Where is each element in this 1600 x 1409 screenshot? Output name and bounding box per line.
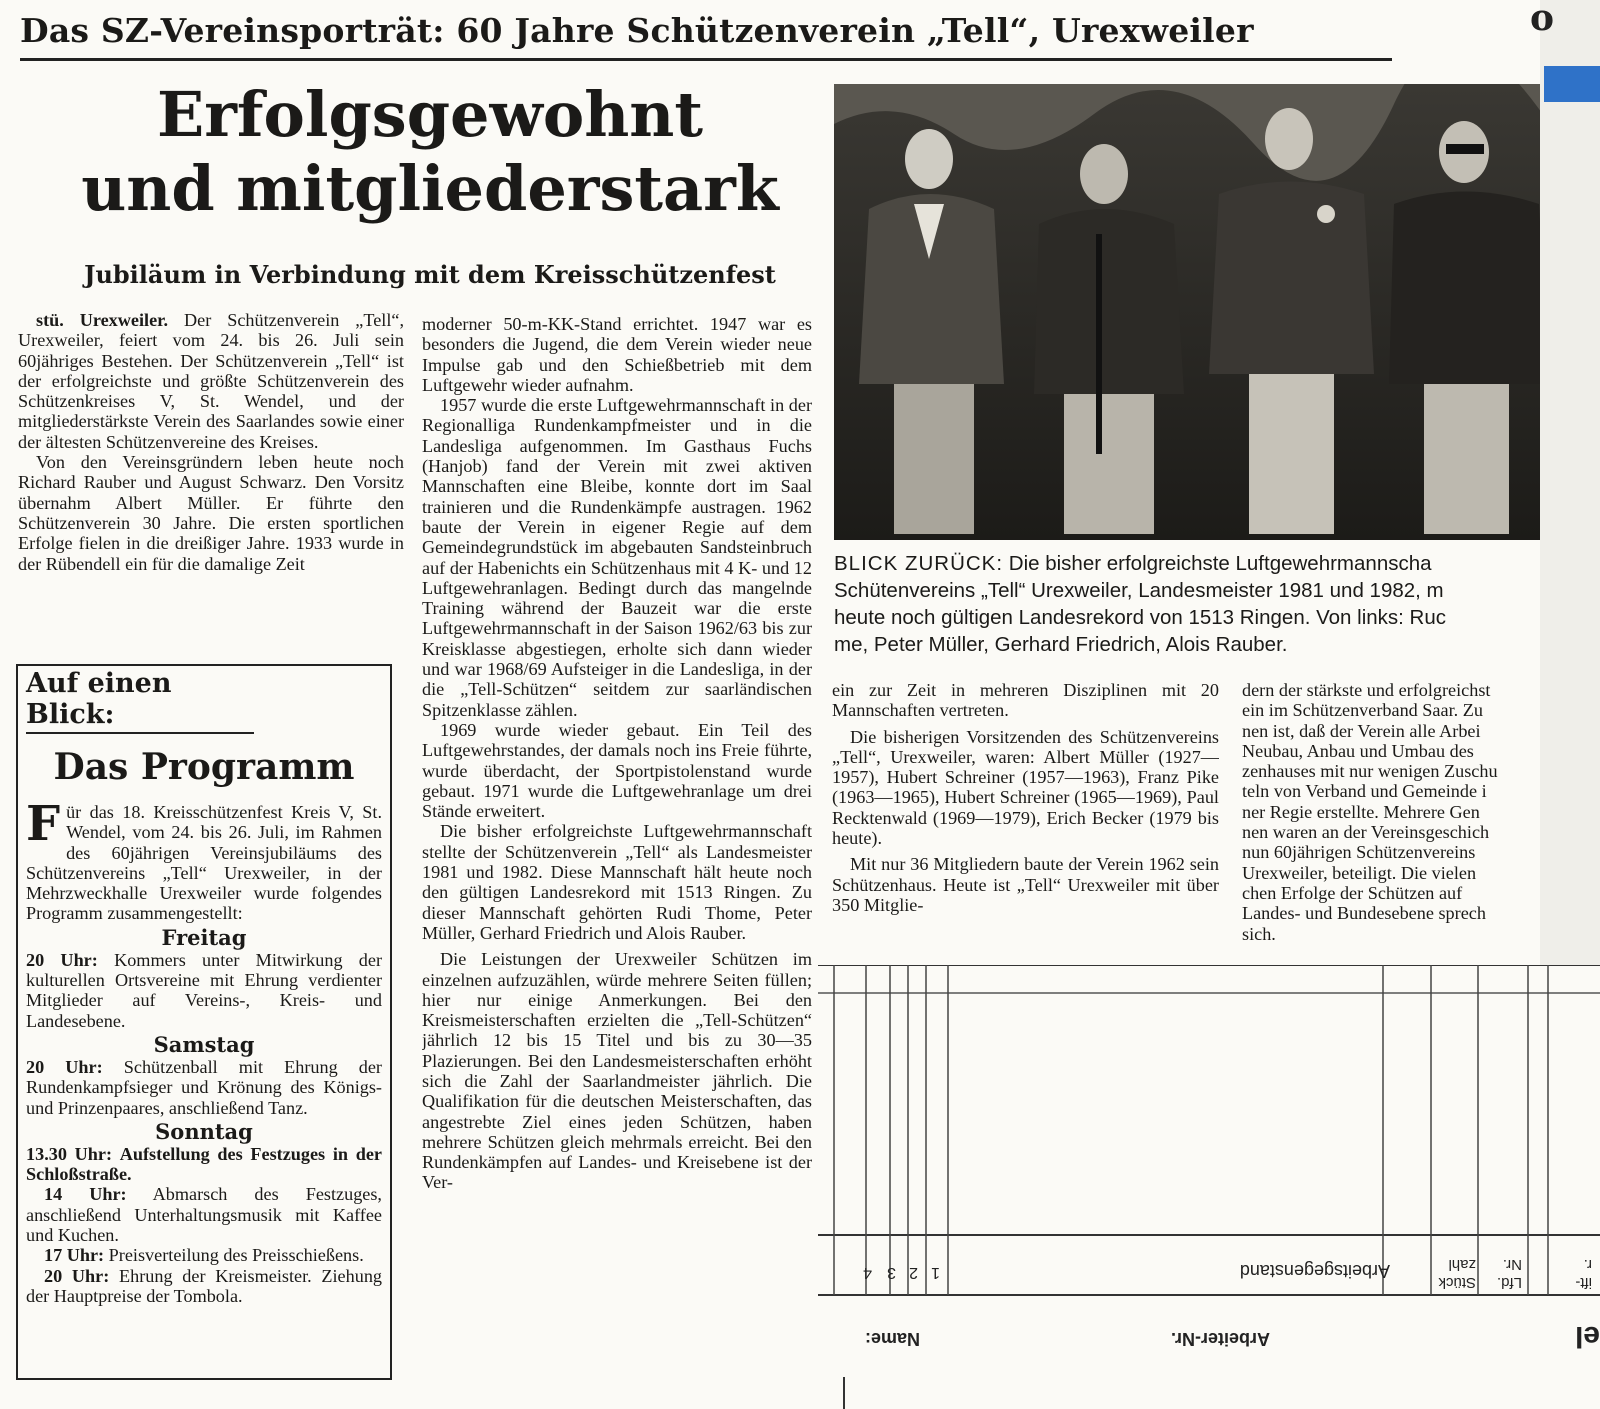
program-box: [16, 664, 392, 1380]
paragraph: 1957 wurde die erste Luftgewehrmannschaft in der Regionalliga Rundenkampfmeister und in die Landesliga aufgenommen. Im Gasthaus Fuchs (Hanjob) fand der Verein mit zwei aktiven Mannschaften eine Bleibe, konnte dort im Saal trainieren und die Rundenkämpfe austragen. 1962 baute der Verein in eigener Regie auf dem Gemeindegrundstück im abgebauten Sandsteinbruch auf der Habenichts ein Schützenhaus mit 4 K- und 12 Luftgewehranlagen. Bedingt durch das mangelnde Training während der Bauzeit war die erste Luftgewehrmannschaft in der Saison 1962/63 bis zur Kreisklasse abgestiegen, erholte sich dann wieder und war 1968/69 Aufsteiger in die Landesliga, in der die „Tell-Schützen“ seitdem zur saarländischen Spitzenklasse zählen.: [422, 395, 812, 720]
program-text: Kommers unter Mitwirkung der kulturellen Ortsvereine mit Ehrung verdienter Mitglieder auf Vereins-, Kreis- und Landesebene.: [26, 949, 383, 1031]
article-column-1: [18, 310, 404, 640]
text-line: Landes- und Bundesebene sprech: [1242, 903, 1486, 924]
paragraph: Mit nur 36 Mitgliedern baute der Verein 1962 sein Schützenhaus. Heute ist „Tell“ Urexweiler mit über 350 Mitglie-: [832, 854, 1219, 915]
qty-label-line-2: zahl: [1448, 1256, 1476, 1273]
form-number: 4: [863, 1264, 872, 1281]
text-line: nun 60jährigen Schützenvereins: [1242, 842, 1476, 863]
text-line: nen ist, daß der Verein alle Arbei: [1242, 720, 1481, 741]
box-intro: [26, 796, 382, 924]
top-fragment: o: [1530, 0, 1555, 39]
article-column-4: [1242, 680, 1572, 950]
program-entry: [26, 1144, 382, 1185]
team-photo: [834, 84, 1556, 540]
program-time: 20 Uhr:: [26, 1056, 103, 1077]
article-column-3: [832, 680, 1219, 950]
headline: [30, 78, 830, 226]
name-label: Name:: [864, 1329, 920, 1349]
form-numbers: [818, 1249, 948, 1287]
program-entry: [26, 1245, 382, 1265]
headline-line-2: und mitgliederstark: [81, 152, 779, 225]
text-line: nen waren an der Vereinsgeschich: [1242, 822, 1490, 843]
paragraph: ein zur Zeit in mehreren Disziplinen mit 20 Mannschaften vertreten.: [832, 680, 1219, 721]
caption-text: Die bisher erfolgreichste Luftgewehrmannscha: [1008, 552, 1432, 575]
program-text: Abmarsch des Festzuges, anschließend Unterhaltungsmusik mit Kaffee und Kuchen.: [26, 1184, 382, 1246]
form-number: 2: [909, 1264, 918, 1281]
program-entry: [26, 1266, 382, 1307]
worker-number-label: Arbeiter-Nr.: [1170, 1329, 1270, 1349]
text-line: sich.: [1242, 923, 1276, 944]
box-kicker: Auf einen Blick:: [26, 666, 254, 734]
text-line: ner Regie erstellte. Mehrere Gen: [1242, 801, 1480, 822]
program-time: 20 Uhr:: [26, 949, 98, 970]
text-line: Neubau, Anbau und Umbau des: [1242, 740, 1474, 761]
form-number: 3: [887, 1264, 896, 1281]
text-line: dern der stärkste und erfolgreichst: [1242, 680, 1491, 700]
photo-caption: [834, 550, 1586, 666]
program-time: 14 Uhr:: [44, 1184, 127, 1205]
caption-line: [834, 550, 1586, 577]
caption-line: heute noch gültigen Landesrekord von 1513 Ringen. Von links: Ruc: [834, 606, 1447, 629]
paragraph: 1969 wurde wieder gebaut. Ein Teil des Luftgewehrstandes, der damals noch ins Freie führte, wurde überdacht, der Sportpistolenstand wurde gebaut. 1971 wurde die Luftgewehranlage um drei Stände erweitert.: [422, 719, 812, 822]
corner-fragment: el: [1574, 1320, 1600, 1353]
paragraph: Die bisher erfolgreichste Luftgewehrmannschaft stellte der Schützenverein „Tell“ als Landesmeister 1981 und 1982. Diese Mannschaft hält heute noch den gültigen Landesrekord mit 1513 Ringen. Zu dieser Mannschaft gehörten Rudi Thome, Peter Müller, Gerhard Friedrich und Alois Rauber.: [422, 821, 812, 943]
day-heading-friday: Freitag: [161, 924, 247, 950]
edge-label: [1575, 1255, 1592, 1291]
program-text: Preisverteilung des Preisschießens.: [108, 1245, 364, 1266]
paragraph: Die Leistungen der Urexweiler Schützen im einzelnen aufzuzählen, würde mehrere Seiten füllen; hier nur einige Anmerkungen. Bei den Kreismeisterschaften erzielten die „Tell-Schützen“ jährlich 12 bis 15 Titel und bis zu 30—35 Plazierungen. Bei den Landesmeisterschaften erhöht sich die Zahl der Saarlandmeister jährlich. Die Qualifikation für die deutschen Meisterschaften, das angestrebte Ziel eines jeden Schützen, haben mehrere Schützen gleich mehrmals erreicht. Bei den Rundenkämpfen auf Landes- und Kreisebene ist der Ver-: [422, 949, 812, 1193]
qty-label-line-1: Stück: [1438, 1274, 1476, 1291]
team-photo-image: [834, 84, 1556, 540]
work-form: [818, 965, 1600, 1409]
lfd-label-line-1: Lfd.: [1496, 1274, 1522, 1291]
headline-line-1: Erfolgsgewohnt: [156, 78, 704, 151]
day-heading-sunday: Sonntag: [155, 1118, 253, 1144]
qty-label: [1438, 1255, 1476, 1291]
program-text: Ehrung der Kreismeister. Ziehung der Hauptpreise der Tombola.: [26, 1265, 383, 1306]
caption-line: me, Peter Müller, Gerhard Friedrich, Alois Rauber.: [834, 633, 1288, 656]
text-line: teln von Verband und Gemeinde i: [1242, 781, 1487, 802]
work-label: Arbeitsgegenstand: [1239, 1261, 1390, 1281]
caption-line: Schütenvereins „Tell“ Urexweiler, Landesmeister 1981 und 1982, m: [834, 579, 1444, 602]
section-kicker: Das SZ-Vereinsporträt: 60 Jahre Schützenverein „Tell“, Urexweiler: [20, 4, 1392, 61]
program-entry: [26, 950, 382, 1031]
edge-label-line-1: ift-: [1575, 1274, 1592, 1291]
lfd-label: [1497, 1255, 1522, 1291]
paragraph: Von den Vereinsgründern leben heute noch Richard Rauber und August Schwarz. Den Vorsitz übernahm Albert Müller. Er führte den Schützenverein 30 Jahre. Die ersten sportlichen Erfolge fielen in die dreißiger Jahre. 1933 wurde in der Rübendell ein für die damalige Zeit: [18, 452, 404, 574]
paragraph: moderner 50-m-KK-Stand errichtet. 1947 war es besonders die Jugend, die dem Verein wieder neue Impulse gab und den Schießbetrieb mit dem Luftgewehr wieder aufnahm.: [422, 314, 812, 395]
program-time: 20 Uhr:: [44, 1265, 110, 1286]
blue-mark: [1544, 66, 1600, 102]
article-column-2: [422, 314, 812, 1409]
paragraph: Die bisherigen Vorsitzenden des Schützenvereins „Tell“, Urexweiler, waren: Albert Müller (1927—1957), Hubert Schreiner (1957—1963), Franz Pike (1963—1965), Hubert Schreiner (1965—1969), Paul Recktenwald (1969—1979), Erich Becker (1979 bis heute).: [832, 726, 1219, 849]
program-time: 13.30 Uhr:: [26, 1143, 113, 1164]
right-edge-strip: [1540, 0, 1600, 965]
program-entry: [26, 1057, 382, 1118]
lfd-label-line-2: Nr.: [1502, 1256, 1522, 1273]
dateline: stü. Urexweiler.: [36, 310, 169, 330]
text-line: zenhauses mit nur wenigen Zuschu: [1242, 761, 1498, 782]
text-line: chen Erfolge der Schützen auf: [1242, 882, 1463, 903]
caption-lead: BLICK ZURÜCK:: [834, 552, 1004, 575]
program-time: 17 Uhr:: [44, 1245, 105, 1266]
box-title: Das Programm: [53, 746, 355, 788]
day-heading-saturday: Samstag: [153, 1031, 255, 1057]
program-text: Schützenball mit Ehrung der Rundenkampfsieger und Krönung des Königs- und Prinzenpaares, anschließend Tanz.: [26, 1056, 382, 1118]
form-labels: [818, 965, 1600, 1409]
program-text: Aufstellung des Festzuges in der Schloßstraße.: [26, 1143, 382, 1185]
form-number: 1: [931, 1264, 940, 1281]
edge-label-line-2: r.: [1583, 1256, 1592, 1273]
paragraph: [18, 310, 404, 452]
text-line: Urexweiler, beteiligt. Die vielen: [1242, 862, 1477, 883]
subheadline: Jubiläum in Verbindung mit dem Kreisschützenfest: [84, 260, 776, 289]
text-line: ein im Schützenverband Saar. Zu: [1242, 700, 1483, 721]
box-intro-text: ür das 18. Kreisschützenfest Kreis V, St. Wendel, vom 24. bis 26. Juli, im Rahmen des 60jährigen Vereinsjubiläums des Schützenvereins „Tell“ Urexweiler, in der Mehrzweckhalle Urexweiler wurde folgendes Programm zusammengestellt:: [26, 802, 382, 924]
drop-cap: F: [26, 796, 61, 852]
paragraph-text: Der Schützenverein „Tell“, Urexweiler, feiert vom 24. bis 26. Juli sein 60jähriges Bestehen. Der Schützenverein „Tell“ ist der erfolgreichste und größte Schützenverein des Schützenkreises V, St. Wendel, und der mitgliederstärkste Verein des Saarlandes sowie einer der ältesten Schützenvereine des Kreises.: [18, 310, 404, 452]
program-entry: [26, 1184, 382, 1245]
